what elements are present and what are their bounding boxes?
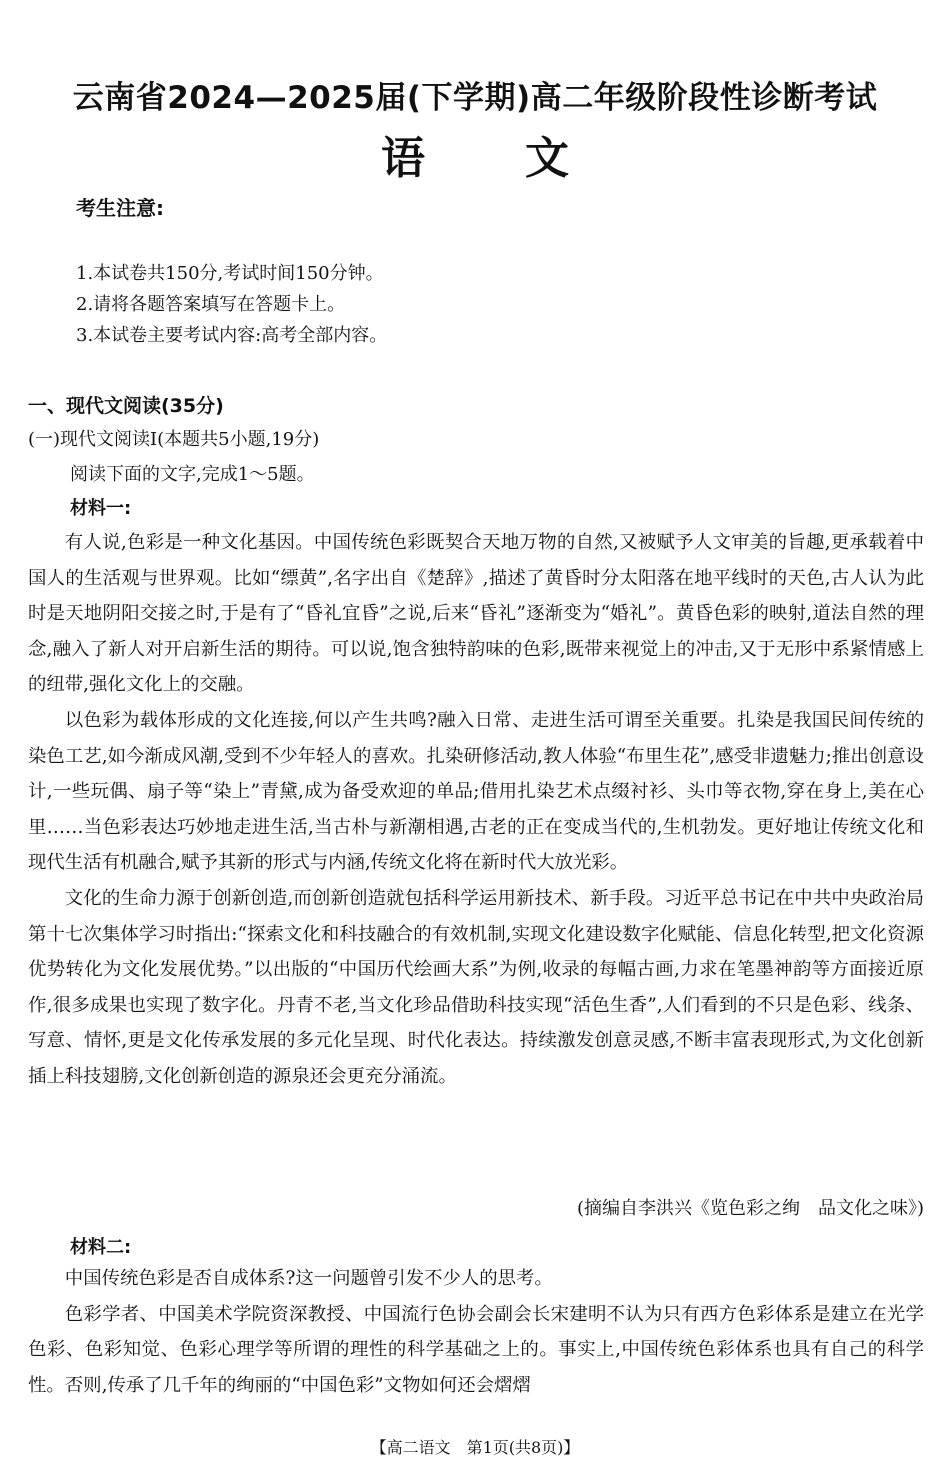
material2-label: 材料二: (70, 1237, 132, 1258)
notice-heading: 考生注意: (76, 196, 164, 220)
material1-paragraph: 文化的生命力源于创新创造,而创新创造就包括科学运用新技术、新手段。习近平总书记在中共中央政治局第十七次集体学习时指出:“探索文化和科技融合的有效机制,实现文化建设数字化赋能、信息化转型,把文化资源优势转化为文化发展优势。”以出版的“中国历代绘画大系”为例,收录的每幅古画,力求在笔墨神韵等方面接近原作,很多成果也实现了数字化。丹青不老,当文化珍品借助科技实现“活色生香”,人们看到的不只是色彩、线条、写意、情怀,更是文化传承发展的多元化呈现、时代化表达。持续激发创意灵感,不断丰富表现形式,为文化创新插上科技翅膀,文化创新创造的源泉还会更充分涌流。 (28, 887, 924, 1087)
reading-instruction: 阅读下面的文字,完成1～5题。 (70, 464, 315, 485)
subject-title: 语文 (381, 133, 669, 184)
material1-paragraph: 有人说,色彩是一种文化基因。中国传统色彩既契合天地万物的自然,又被赋予人文审美的旨趣,更承载着中国人的生活观与世界观。比如“缥黄”,名字出自《楚辞》,描述了黄昏时分太阳落在地平线时的天色,古人认为此时是天地阴阳交接之时,于是有了“昏礼宜昏”之说,后来“昏礼”逐渐变为“婚礼”。黄昏色彩的映射,道法自然的理念,融入了新人对开启新生活的期待。可以说,饱含独特韵味的色彩,既带来视觉上的冲击,又于无形中系紧情感上的纽带,强化文化上的交融。 (28, 532, 924, 696)
material2-body (28, 1261, 924, 1403)
section-subheading: (一)现代文阅读Ⅰ(本题共5小题,19分) (28, 429, 320, 450)
exam-title: 云南省2024—2025届(下学期)高二年级阶段性诊断考试 (72, 80, 878, 116)
material1-label: 材料一: (70, 498, 132, 519)
material1-source: (摘编自李洪兴《览色彩之绚 品文化之味》) (576, 1198, 924, 1219)
material1-paragraph: 以色彩为载体形成的文化连接,何以产生共鸣?融入日常、走进生活可谓至关重要。扎染是我国民间传统的染色工艺,如今渐成风潮,受到不少年轻人的喜欢。扎染研修活动,教人体验“布里生花”,感受非遗魅力;推出创意设计,一些玩偶、扇子等“染上”青黛,成为备受欢迎的单品;借用扎染艺术点缀衬衫、头巾等衣物,穿在身上,美在心里……当色彩表达巧妙地走进生活,当古朴与新潮相遇,古老的正在变成当代的,生机勃发。更好地让传统文化和现代生活有机融合,赋予其新的形式与内涵,传统文化将在新时代大放光彩。 (28, 709, 924, 874)
page-footer: 【高二语文 第1页(共8页)】 (370, 1438, 580, 1457)
section-heading: 一、现代文阅读(35分) (28, 395, 224, 417)
notice-item: 3.本试卷主要考试内容:高考全部内容。 (76, 325, 388, 346)
notice-item: 1.本试卷共150分,考试时间150分钟。 (76, 263, 384, 284)
notice-list (76, 258, 387, 351)
material2-paragraph: 色彩学者、中国美术学院资深教授、中国流行色协会副会长宋建明不认为只有西方色彩体系是建立在光学色彩、色彩知觉、色彩心理学等所谓的理性的科学基础之上的。事实上,中国传统色彩体系也具有自己的科学性。否则,传承了几千年的绚丽的“中国色彩”文物如何还会熠熠 (28, 1303, 924, 1396)
material1-body (28, 525, 924, 1095)
notice-item: 2.请将各题答案填写在答题卡上。 (76, 294, 346, 315)
material2-paragraph: 中国传统色彩是否自成体系?这一问题曾引发不少人的思考。 (64, 1268, 553, 1289)
